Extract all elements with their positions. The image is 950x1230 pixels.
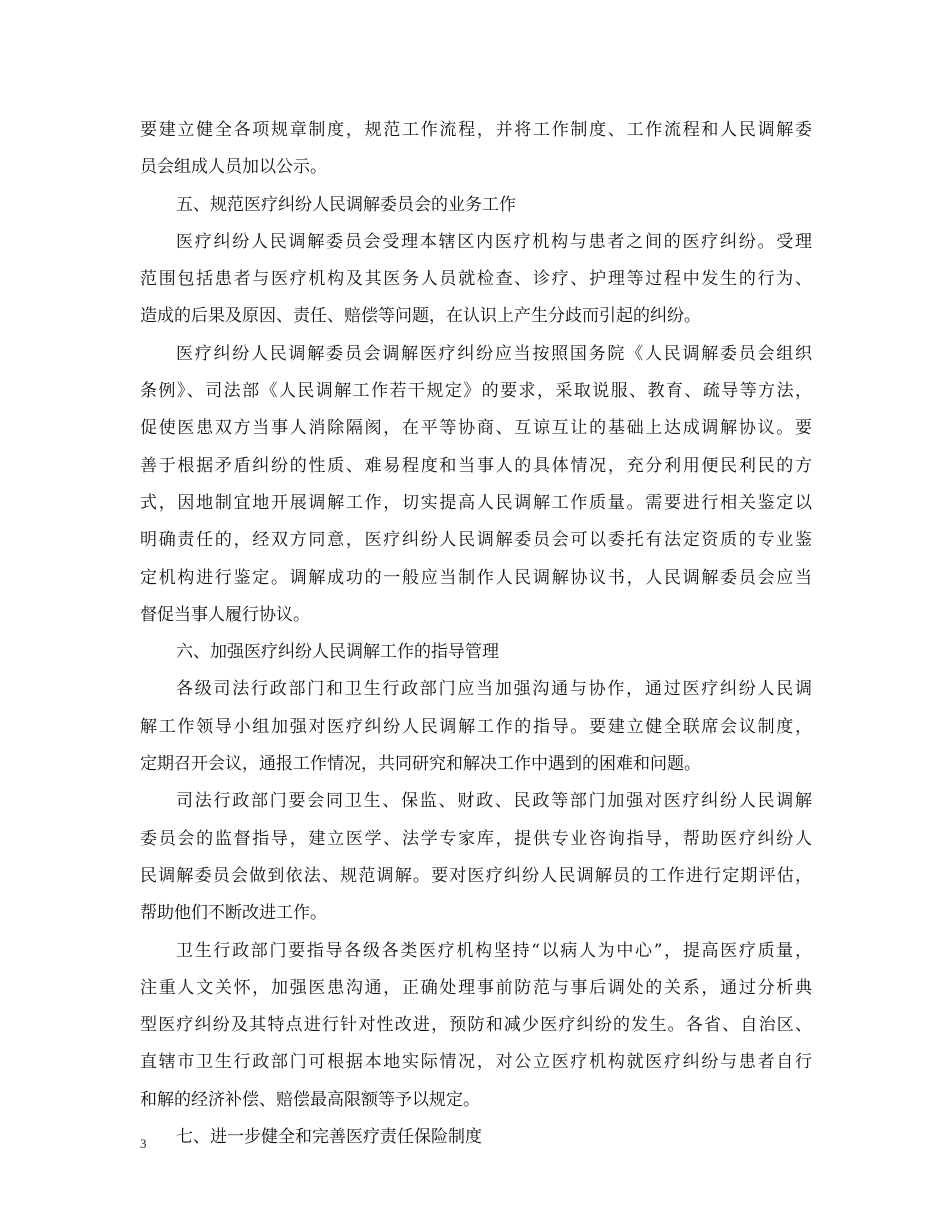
text-line: 促使医患双方当事人消除隔阂，在平等协商、互谅互让的基础上达成调解协议。要 xyxy=(140,418,812,439)
paragraph-first-line: 七、进一步健全和完善医疗责任保险制度 xyxy=(176,1127,482,1148)
paragraph-first-line: 五、规范医疗纠纷人民调解委员会的业务工作 xyxy=(176,194,516,215)
paragraph-first-line: 医疗纠纷人民调解委员会受理本辖区内医疗机构与患者之间的医疗纠纷。受理 xyxy=(176,231,812,252)
text-line: 要建立健全各项规章制度，规范工作流程，并将工作制度、工作流程和人民调解委 xyxy=(140,120,812,140)
document-body xyxy=(140,112,812,1156)
text-line: 直辖市卫生行政部门可根据本地实际情况，对公立医疗机构就医疗纠纷与患者自行 xyxy=(140,1052,812,1073)
text-line: 造成的后果及原因、责任、赔偿等问题，在认识上产生分歧而引起的纠纷。 xyxy=(140,306,701,327)
text-line: 定期召开会议，通报工作情况，共同研究和解决工作中遇到的困难和问题。 xyxy=(140,754,701,775)
text-line: 督促当事人履行协议。 xyxy=(140,604,310,625)
text-line: 委员会的监督指导，建立医学、法学专家库，提供专业咨询指导，帮助医疗纠纷人 xyxy=(140,828,812,849)
text-line: 解工作领导小组加强对医疗纠纷人民调解工作的指导。要建立健全联席会议制度， xyxy=(140,716,812,737)
text-line: 和解的经济补偿、赔偿最高限额等予以规定。 xyxy=(140,1089,480,1110)
text-line: 条例》、司法部《人民调解工作若干规定》的要求，采取说服、教育、疏导等方法， xyxy=(140,381,812,402)
text-line: 员会组成人员加以公示。 xyxy=(140,157,327,178)
paragraph-first-line: 六、加强医疗纠纷人民调解工作的指导管理 xyxy=(176,642,499,663)
text-line: 型医疗纠纷及其特点进行针对性改进，预防和减少医疗纠纷的发生。各省、自治区、 xyxy=(140,1015,812,1036)
text-line: 范围包括患者与医疗机构及其医务人员就检查、诊疗、护理等过程中发生的行为、 xyxy=(140,269,812,290)
text-line: 明确责任的，经双方同意，医疗纠纷人民调解委员会可以委托有法定资质的专业鉴 xyxy=(140,530,812,551)
paragraph-first-line: 医疗纠纷人民调解委员会调解医疗纠纷应当按照国务院《人民调解委员会组织 xyxy=(176,343,812,364)
text-line: 注重人文关怀，加强医患沟通，正确处理事前防范与事后调处的关系，通过分析典 xyxy=(140,977,812,998)
text-line: 善于根据矛盾纠纷的性质、难易程度和当事人的具体情况，充分利用便民利民的方 xyxy=(140,455,812,476)
page-number: 3 xyxy=(140,1136,147,1151)
text-line: 定机构进行鉴定。调解成功的一般应当制作人民调解协议书，人民调解委员会应当 xyxy=(140,567,812,588)
text-line: 式，因地制宜地开展调解工作，切实提高人民调解工作质量。需要进行相关鉴定以 xyxy=(140,492,812,513)
paragraph-first-line: 司法行政部门要会同卫生、保监、财政、民政等部门加强对医疗纠纷人民调解 xyxy=(176,791,812,812)
paragraph-first-line: 卫生行政部门要指导各级各类医疗机构坚持“以病人为中心”，提高医疗质量， xyxy=(176,940,812,961)
paragraph-first-line: 各级司法行政部门和卫生行政部门应当加强沟通与协作，通过医疗纠纷人民调 xyxy=(176,679,812,700)
text-line: 民调解委员会做到依法、规范调解。要对医疗纠纷人民调解员的工作进行定期评估， xyxy=(140,865,812,886)
text-line: 帮助他们不断改进工作。 xyxy=(140,903,327,924)
